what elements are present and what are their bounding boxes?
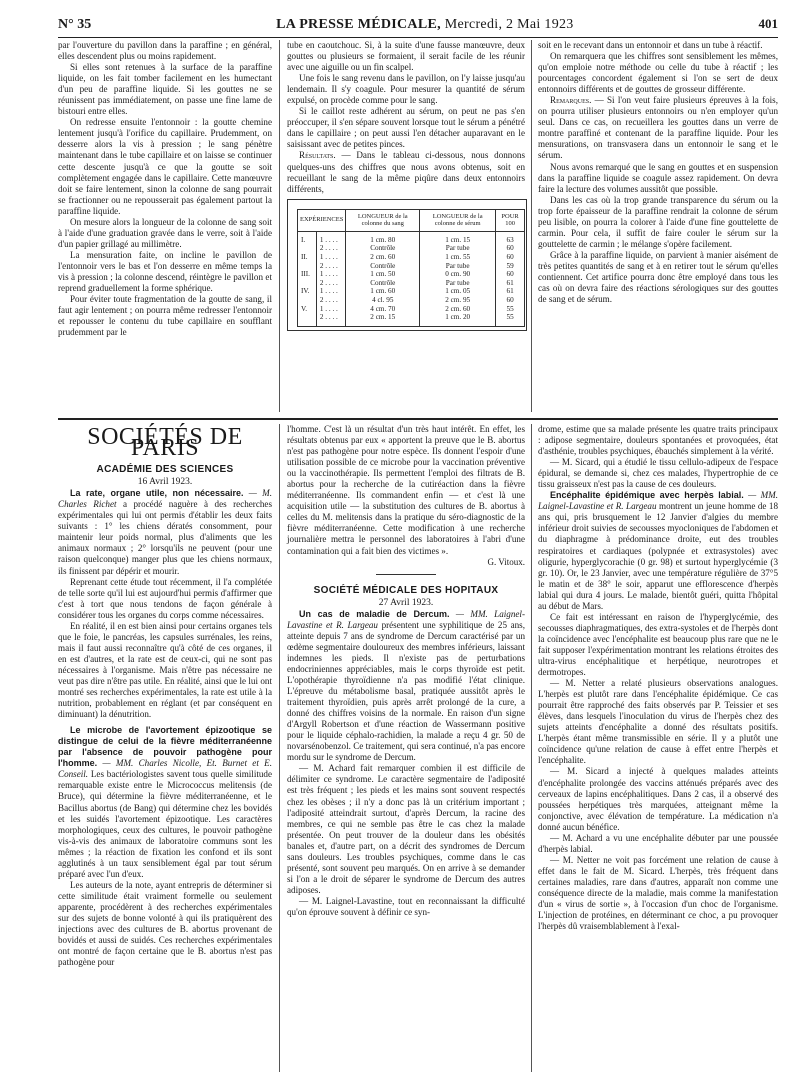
paragraph: Grâce à la paraffine liquide, on parvient à manier aisément de très petites quantités de sang et à en retirer tout le sérum qu'elles contiennent. Cet artifice pourra donc être employé dans tous les cas où on devra faire des réactions sérologiques sur des gouttes de sang et de sérum. [538,249,778,305]
paragraph: — M. Netter a relaté plusieurs observations analogues. L'herpès est plutôt rare dans l'encéphalite épidémique. Ce cas pourrait être rapproché des faits observés par P. Teissier et ses élèves, dans lesquels l'inoculation du virus de l'herpès chez des sujets atteints d'encéphalite a donné des résultats positifs. L'herpès étant même transmissible en série. Il y a plutôt une coïncidence qu'une relation de cause à effet entre l'herpès et l'encéphalite. [538,678,778,766]
table-cell: 4 cm. 70 [346,305,420,314]
table-cell: Par tube [420,244,496,253]
article-text: a procédé naguère à des recherches expérimentales qui lui ont permis d'établir les deux faits suivants : 1° les chiens dératés consomment, pour maintenir leur poids normal, plus d'aliments que les animaux normaux ; 2° lorsqu'ils ne peuvent (pour une raison quelconque) manger plus que les chiens normaux, ils finissent par dépérir et mourir. [58,499,272,576]
table-cell [298,296,317,305]
paragraph: On redresse ensuite l'entonnoir : la goutte chemine lentement jusqu'à l'orifice du capillaire. Prudemment, on desserre alors la vis à pression ; le sang pénètre maintenant dans le tube capillaire et on laisse se continuer cette descente jusqu'à ce que la goutte se soit complètement engagée dans le capillaire. Cette manœuvre doit se faire lentement, sinon la colonne de sang pourrait se fractionner ou ne repousserait pas également partout la paraffine liquide. [58,117,272,216]
paragraph: — M. Netter ne voit pas forcément une relation de cause à effet dans le fait de M. Sicard. L'herpès, très fréquent dans certaines maladies, rare dans d'autres, apparaît non comme une conséquence directe de la maladie, mais comme la manifestation d'un « virus de sortie », à l'occasion d'un choc de l'organisme. L'injection de protéines, en déterminant ce choc, a pu provoquer l'herpès dû vraisemblablement à l'exal- [538,854,778,932]
table-row [298,262,525,271]
table-cell: 1 cm. 80 [346,231,420,244]
running-header [58,16,778,34]
table-cell: III. [298,270,317,279]
table-header-row [298,209,525,231]
society-heading: ACADÉMIE DES SCIENCES [96,464,234,476]
table-row [298,244,525,253]
table-cell: Par tube [420,279,496,288]
paragraph: — M. Sicard, qui a étudié le tissu cellulo-adipeux de l'espace épidural, se demande si, chez ces malades, l'hypertrophie de ce tissu graisseux n'est pas la cause de ces douleurs. [538,457,778,490]
table-cell: I. [298,231,317,244]
paragraph: tube en caoutchouc. Si, à la suite d'une fausse manœuvre, deux gouttes ou plusieurs se formaient, il serait facile de les réunir avec une aiguille ou un fin scalpel. [287,40,525,73]
table-cell: 4 cl. 95 [346,296,420,305]
column-divider [279,424,280,1072]
table-cell: 60 [496,244,525,253]
article-text: Les bactériologistes savent tous quelle similitude remarquable existe entre le Micrococcus melitensis (de Bruce), qui détermine la fièvre méditerranéenne, et le Bacillus abortus (de Bang) qui détermine chez les bovidés et les suidés l'avortement épizootique. Les caractères morphologiques, ceux des cultures, le pouvoir pathogène vis-à-vis des animaux de laboratoire communs sont les mêmes ; la réaction de fixation les confond et ils sont agglutinés à un taux sensiblement égal par tout sérum préparé avec l'un d'eux. [58,769,272,879]
column-divider [279,40,280,412]
results-paragraph [287,150,525,194]
paragraph: Dans les cas où la trop grande transparence du sérum ou la trop forte épaisseur de la paraffine rendrait la colonne de sérum peu lisible, on pourra la colorer à l'aide d'une fine gouttelette de carmin. Pour cela, il suffit de faire couler le sérum sur la gouttelette de carmin ; le mélange s'opère facilement. [538,194,778,249]
remarks-label: Remarques. [550,95,592,106]
top-column-3 [538,40,778,305]
column-divider [531,40,532,412]
article-paragraph [287,609,525,764]
table-cell: 2 . . . . [316,262,345,271]
bottom-column-2 [287,424,525,918]
journal-header [276,17,573,33]
paragraph: — M. Sicard a injecté à quelques malades atteints d'encéphalite prolongée des vaccins atténués préparés avec des cerveaux de lapins encéphalitiques. Dans 2 cas, il a observé des poussées herpétiques très marquées, atteignant même la conjonctive, avec élévation de température. La médication n'a donné aucun bénéfice. [538,766,778,832]
paragraph: Si elles sont retenues à la surface de la paraffine liquide, on les fait tomber facilement en les humectant d'un peu de paraffine liquide. Si les gouttes ne se réunissent pas immédiatement, on passe une fine lame de bistouri entre elles. [58,62,272,117]
article-author: — MM. Laignel-Lavastine et R. Largeau [538,490,778,512]
column-divider [531,424,532,1072]
table-header: POUR 100 [496,209,525,231]
table-cell: 2 . . . . [316,244,345,253]
table-cell: 59 [496,262,525,271]
session-date: 27 Avril 1923. [378,597,434,608]
table-cell: Contrôle [346,262,420,271]
paragraph: Nous avons remarqué que le sang en gouttes et en suspension dans la paraffine liquide se coagule assez rapidement. On devra faire la lecture des volumes aussitôt que possible. [538,161,778,194]
paragraph: On mesure alors la longueur de la colonne de sang soit à l'aide d'une graduation gravée dans le verre, soit à l'aide d'un papier grillagé au millimètre. [58,216,272,249]
table-cell: 1 cm. 55 [420,253,496,262]
page-number: 401 [758,16,778,31]
paragraph: Les auteurs de la note, ayant entrepris de déterminer si cette similitude était vraiment formelle ou seulement apparente, procédèrent à des recherches expérimentales sur des sujets de bonne volonté à qui ils pratiquèrent des injections avec des cultures de B. abortus provenant de bovidés et aussi de suidés. Ces recherches expérimentales ont montré de façon certaine que le B. abortus n'est pas pathogène pour [58,879,272,968]
section-title: SOCIÉTÉS DE PARIS [87,424,243,462]
table-cell: 60 [496,253,525,262]
results-text: — Dans le tableau ci-dessous, nous donnons quelques-uns des chiffres que nous avons obtenus, soit en recueillant le sang de la même piqûre dans deux entonnoirs différents, [287,150,525,194]
table-row [298,287,525,296]
table-cell: 2 cm. 15 [346,313,420,326]
table-cell: Contrôle [346,244,420,253]
table-row [298,279,525,288]
article-author: — MM. Charles Nicolle, Et. Burnet et E. Conseil. [58,758,272,780]
article-text: montrent un jeune homme de 18 ans qui, pris brusquement le 12 Janvier d'algies du membre inférieur droit suivies de secousses myocloniques de l'abdomen et du diaphragme à prédominance droite, eut des troubles respiratoires et cardiaques (polypnée et extrasystoles) avec oligurie, hyperglycorachie (0 gr. 98) et surtout hyperglycémie (3 gr. 10). Or, le 23 Janvier, avec une température régulière de 37°5 le matin et de 38° le soir, apparut une efflorescence d'herpès labial qui dura 4 jours. Le malade, bientôt guéri, quitta l'hôpital au début de Mars. [538,501,778,611]
table-cell: 2 cm. 95 [420,296,496,305]
session-date: 16 Avril 1923. [137,477,193,488]
journal-title: LA PRESSE MÉDICALE, [276,17,441,32]
paragraph: soit en le recevant dans un entonnoir et dans un tube à réactif. [538,40,763,50]
table-cell [298,262,317,271]
paragraph: Une fois le sang revenu dans le pavillon, on l'y laisse jusqu'au lendemain. Il s'y coagule. Pour mesurer la quantité de sérum expulsé, on procède comme pour le sang. [287,73,525,106]
table-row [298,253,525,262]
table-cell: 55 [496,313,525,326]
table-cell: V. [298,305,317,314]
signature: G. Vitoux. [487,556,525,567]
table-cell: 2 . . . . [316,279,345,288]
table-cell: Par tube [420,262,496,271]
table-cell: 63 [496,231,525,244]
table-header: EXPÉRIENCES [298,209,346,231]
table-cell: 1 . . . . [316,305,345,314]
article-author: — M. Charles Richet [58,488,272,510]
article-paragraph [58,488,272,576]
table-cell: 61 [496,287,525,296]
table-cell: Contrôle [346,279,420,288]
article-paragraph [538,490,778,612]
article-title: Le microbe de l'avortement épizootique se distingue de celui de la fièvre méditerranéenne par l'absence de pouvoir pathogène pour l'homme. [58,725,272,769]
table-cell: 2 cm. 60 [420,305,496,314]
results-label: Résultats. [299,150,336,161]
table-cell [298,279,317,288]
top-column-1 [58,40,272,338]
paragraph: drome, estime que sa malade présente les quatre traits principaux : adipose segmentaire, douleurs spontanées et provoquées, état d'asthénie, troubles psychiques, ébauchés simplement à la vérité. [538,424,778,457]
table-cell: 2 . . . . [316,296,345,305]
table-cell: 60 [496,296,525,305]
results-table-frame [287,199,527,331]
table-row [298,231,525,244]
paragraph: En réalité, il en est bien ainsi pour certains organes tels que le foie, le pancréas, les capsules surrénales, les reins, mais il faut aussi reconnaître qu'à côté de ces organes, il en est d'autres, et la rate est de ceux-ci, qui ne sont pas nécessaires à l'organisme. Mais n'être pas nécessaire ne veut pas dire n'être pas utile. En réalité, ainsi que le lui ont montré ses recherches expérimentales, la rate est utile à la nutrition, probablement en réglant (et par conséquent en diminuant) la dénutrition. [58,620,272,720]
table-cell: 1 . . . . [316,231,345,244]
bottom-column-3 [538,424,778,932]
table-cell: 55 [496,305,525,314]
issue-date: Mercredi, 2 Mai 1923 [444,17,574,32]
paragraph: Reprenant cette étude tout récemment, il l'a complétée de telle sorte qu'il lui est aujourd'hui permis d'affirmer que c'est à tort que nous tendons de façon générale à considérer tous les organes du corps comme nécessaires. [58,576,272,620]
table-cell: 2 cm. 60 [346,253,420,262]
table-cell: 1 cm. 60 [346,287,420,296]
divider [376,574,436,575]
society-heading: SOCIÉTÉ MÉDICALE DES HOPITAUX [313,584,499,596]
issue-number: N° 35 [58,17,92,32]
paragraph: l'homme. C'est là un résultat d'un très haut intérêt. En effet, les résultats obtenus par eux « apportent la preuve que le B. abortus n'est pas pathogène pour notre espèce. Ils donnent l'espoir d'une utilisation possible de ce microbe pour la vaccination préventive ou la vaccinothérapie. Ils permettent l'emploi des filtrats de B. abortus pour la recherche de la cutiréaction dans la fièvre méditerranéenne. Ils commandent enfin — et c'est là une acquisition utile — la substitution des cultures de B. abortus à celles du M. melitensis dans la pratique du séro-diagnostic de la fièvre méditerranéenne. Cette modification à une recherche journalière mettra le personnel des laboratoires à l'abri d'une contamination qui a fait bien des victimes ». [287,424,525,556]
table-cell: 1 cm. 20 [420,313,496,326]
table-header: LONGUEUR de la colonne de sérum [420,209,496,231]
bottom-column-1 [58,422,272,968]
section-rule [58,418,778,420]
header-rule [58,37,778,38]
table-row [298,296,525,305]
table-cell: IV. [298,287,317,296]
remarks-paragraph [538,95,778,161]
table-header: LONGUEUR de la colonne du sang [346,209,420,231]
article-text: présentent une syphilitique de 25 ans, atteinte depuis 7 ans de syndrome de Dercum caractérisé par un œdème segmentaire douloureux des membres inférieurs, laissant indemnes les pieds. Il n'existe pas de perturbations endocriniennes appréciables, mais le corps thyroïde est petit. L'opothérapie thyroïdienne n'a pas modifié l'état clinique. L'épreuve du métabolisme basal, pratiquée aussitôt après le traitement thyroïdien, puis après arrêt prolongé de la cure, a donné des chiffres voisins de la normale. En raison d'un signe d'Argyll Robertson et d'une réaction de Wassermann positive pour le liquide céphalo-rachidien, la malade a reçu 4 gr. 50 de novarsénobenzol. Ce traitement, qui sera continué, n'a pas encore mordu sur le syndrome de Dercum. [287,619,525,763]
article-title: Encéphalite épidémique avec herpès labial. [550,490,744,501]
table-cell: 1 cm. 15 [420,231,496,244]
table-row [298,305,525,314]
table-cell: 1 . . . . [316,270,345,279]
paragraph: Pour éviter toute fragmentation de la goutte de sang, il faut agir lentement ; on pourra même redresser l'entonnoir et repousser le contenu du tube capillaire en soufflant prudemment par le [58,294,272,338]
remarks-text: — Si l'on veut faire plusieurs épreuves à la fois, on pourra utiliser plusieurs entonnoirs ou n'en employer qu'un seul. Dans ce cas, on recueillera les gouttes dans un verre de montre paraffiné et contenant de la paraffine liquide. Pour les mensurations, on transvasera dans un entonnoir le sang et le sérum. [538,95,778,161]
paragraph: — M. Achard fait remarquer combien il est difficile de délimiter ce syndrome. Le caractère segmentaire de l'adiposité est très fréquent ; les pieds et les mains sont souvent respectés chez les obèses ; il n'y a donc pas là un critérium important ; l'adiposité atteindrait surtout, d'après Dercum, la racine des membres, ce qui ne semble pas être le cas chez la malade présentée. On peut trouver de la douleur dans les obésités banales et, d'autre part, on a décrit des syndromes de Dercum sans douleurs. Les troubles psychiques, comme dans le cas présenté, sont souvent peu marqués. On en arrive à se demander si l'on a le droit de séparer le syndrome de Dercum des autres adiposes. [287,763,525,895]
paragraph: La mensuration faite, on incline le pavillon de l'entonnoir vers le bas et l'on desserre en même temps la vis à pression ; la colonne descend, réintègre le pavillon et reprend graduellement la forme sphérique. [58,249,272,294]
table-cell: 2 . . . . [316,313,345,326]
table-row [298,313,525,326]
paragraph: — M. Achard a vu une encéphalite débuter par une poussée d'herpès labial. [538,832,778,854]
table-cell: 61 [496,279,525,288]
paragraph: Ce fait est intéressant en raison de l'hyperglycémie, des secousses diaphragmatiques, des extra-systoles et de l'herpès dont la coïncidence avec l'encéphalite est beaucoup plus rare que ne le fait supposer l'expérimentation montrant les relations étroites des ultra-virus encéphalitique et herpétique, neurotropes et dermotropes. [538,611,778,678]
top-column-2 [287,40,525,337]
paragraph: On remarquera que les chiffres sont sensiblement les mêmes, qu'on emploie notre méthode ou celle du tube à réactif ; les pourcentages concordent également si l'on se sert de deux entonnoirs différents et de gouttes de grosseur différente. [538,51,778,95]
article-title: Un cas de maladie de Dercum. [299,608,450,619]
paragraph: par l'ouverture du pavillon dans la paraffine ; en général, elles descendent plus ou moins rapidement. [58,40,272,62]
table-cell [298,313,317,326]
results-table [297,209,525,327]
table-cell: 1 . . . . [316,253,345,262]
article-paragraph [58,725,272,880]
table-cell: 60 [496,270,525,279]
article-author: — MM. Laignel-Lavastine et R. Largeau [287,608,525,630]
table-cell: 1 cm. 50 [346,270,420,279]
paragraph: Si le caillot reste adhérent au sérum, on peut ne pas s'en préoccuper, il s'en sépare souvent lorsque tout le sérum a pénétré dans le capillaire ; on peut aussi l'en détacher auparavant en le saisissant avec de petites pinces. [287,106,525,150]
table-cell: II. [298,253,317,262]
table-cell: 1 cm. 05 [420,287,496,296]
table-cell: 1 . . . . [316,287,345,296]
table-cell [298,244,317,253]
paragraph: — M. Laignel-Lavastine, tout en reconnaissant la difficulté qu'on éprouve souvent à définir ce syn- [287,895,525,917]
article-title: La rate, organe utile, non nécessaire. [70,488,244,499]
table-cell: 0 cm. 90 [420,270,496,279]
table-row [298,270,525,279]
